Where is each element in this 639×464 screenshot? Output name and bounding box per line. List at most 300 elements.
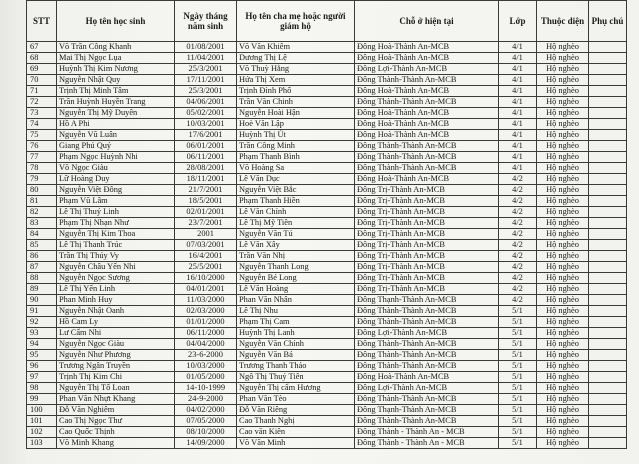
note-cell <box>589 427 627 438</box>
date-of-birth-cell: 14/09/2000 <box>175 438 237 449</box>
note-cell <box>589 163 627 174</box>
parent-name-cell: Phạm Thanh Bình <box>237 152 355 163</box>
parent-name-cell: Lê Thị Mỹ Tiên <box>237 218 355 229</box>
category-cell: Hộ nghèo <box>537 196 589 207</box>
note-cell <box>589 240 627 251</box>
row-stt-cell: 79 <box>27 174 57 185</box>
note-cell <box>589 306 627 317</box>
table-row <box>27 108 627 119</box>
date-of-birth-cell: 01/05/2000 <box>175 372 237 383</box>
note-cell <box>589 339 627 350</box>
date-of-birth-cell: 04/01/2001 <box>175 284 237 295</box>
table-row <box>27 207 627 218</box>
address-cell: Đông Thạnh-Thành An-MCB <box>355 405 499 416</box>
table-row <box>27 251 627 262</box>
address-cell: Đông Trị-Thành An-MCB <box>355 273 499 284</box>
table-row <box>27 372 627 383</box>
row-stt-cell: 101 <box>27 416 57 427</box>
header-category: Thuộc diện <box>537 1 589 42</box>
date-of-birth-cell: 05/02/2001 <box>175 108 237 119</box>
student-name-cell: Nguyễn Như Phương <box>57 350 175 361</box>
class-cell: 5/1 <box>499 405 537 416</box>
row-stt-cell: 68 <box>27 53 57 64</box>
class-cell: 4/2 <box>499 251 537 262</box>
category-cell: Hộ nghèo <box>537 163 589 174</box>
table-row <box>27 317 627 328</box>
table-row <box>27 174 627 185</box>
row-stt-cell: 97 <box>27 372 57 383</box>
parent-name-cell: Lê Thị Nhu <box>237 306 355 317</box>
note-cell <box>589 152 627 163</box>
date-of-birth-cell: 18/5/2001 <box>175 196 237 207</box>
date-of-birth-cell: 23/7/2001 <box>175 218 237 229</box>
address-cell: Đông Thành-Thành An-MCB <box>355 416 499 427</box>
student-name-cell: Võ Ngọc Giàu <box>57 163 175 174</box>
date-of-birth-cell: 17/11/2001 <box>175 75 237 86</box>
category-cell: Hộ nghèo <box>537 427 589 438</box>
date-of-birth-cell: 10/03/2001 <box>175 119 237 130</box>
note-cell <box>589 416 627 427</box>
date-of-birth-cell: 02/03/2000 <box>175 306 237 317</box>
class-cell: 4/1 <box>499 53 537 64</box>
date-of-birth-cell: 24-9-2000 <box>175 394 237 405</box>
class-cell: 5/1 <box>499 383 537 394</box>
parent-name-cell: Nguyễn Thanh Long <box>237 262 355 273</box>
category-cell: Hộ nghèo <box>537 86 589 97</box>
address-cell: Đông Thành-Thành An-MCB <box>355 306 499 317</box>
parent-name-cell: Đỗ Văn Riêng <box>237 405 355 416</box>
note-cell <box>589 405 627 416</box>
category-cell: Hộ nghèo <box>537 64 589 75</box>
parent-name-cell: Nguyễn Hoài Hận <box>237 108 355 119</box>
date-of-birth-cell: 07/05/2000 <box>175 416 237 427</box>
table-row <box>27 240 627 251</box>
class-cell: 4/1 <box>499 152 537 163</box>
category-cell: Hộ nghèo <box>537 251 589 262</box>
student-name-cell: Nguyễn Thị Mỹ Duyên <box>57 108 175 119</box>
parent-name-cell: Huỳnh Thị Lanh <box>237 328 355 339</box>
address-cell: Đông Hoà-Thành An-MCB <box>355 372 499 383</box>
address-cell: Đông Hoà-Thành An-MCB <box>355 119 499 130</box>
row-stt-cell: 86 <box>27 251 57 262</box>
table-row <box>27 86 627 97</box>
header-stt: STT <box>27 1 57 42</box>
header-note: Phụ chú <box>589 1 627 42</box>
category-cell: Hộ nghèo <box>537 295 589 306</box>
student-name-cell: Trương Ngân Truyền <box>57 361 175 372</box>
category-cell: Hộ nghèo <box>537 416 589 427</box>
row-stt-cell: 69 <box>27 64 57 75</box>
row-stt-cell: 78 <box>27 163 57 174</box>
date-of-birth-cell: 04/06/2001 <box>175 97 237 108</box>
address-cell: Đông Trị-Thành An-MCB <box>355 185 499 196</box>
page-margin <box>0 0 26 464</box>
category-cell: Hộ nghèo <box>537 152 589 163</box>
row-stt-cell: 72 <box>27 97 57 108</box>
note-cell <box>589 328 627 339</box>
note-cell <box>589 350 627 361</box>
note-cell <box>589 53 627 64</box>
category-cell: Hộ nghèo <box>537 306 589 317</box>
table-row <box>27 152 627 163</box>
class-cell: 5/1 <box>499 416 537 427</box>
date-of-birth-cell: 25/5/2001 <box>175 262 237 273</box>
category-cell: Hộ nghèo <box>537 174 589 185</box>
class-cell: 5/1 <box>499 306 537 317</box>
student-name-cell: Trần Thị Thúy Vy <box>57 251 175 262</box>
class-cell: 4/1 <box>499 86 537 97</box>
row-stt-cell: 87 <box>27 262 57 273</box>
note-cell <box>589 64 627 75</box>
note-cell <box>589 229 627 240</box>
category-cell: Hộ nghèo <box>537 130 589 141</box>
student-name-cell: Võ Trần Công Khanh <box>57 42 175 53</box>
date-of-birth-cell: 23-6-2000 <box>175 350 237 361</box>
category-cell: Hộ nghèo <box>537 394 589 405</box>
note-cell <box>589 97 627 108</box>
parent-name-cell: Lê Văn Hoàng <box>237 284 355 295</box>
address-cell: Đông Lợi-Thành An-MCB <box>355 64 499 75</box>
note-cell <box>589 438 627 449</box>
class-cell: 4/2 <box>499 185 537 196</box>
header-parent-name: Họ tên cha mẹ hoặc người giám hộ <box>237 1 355 42</box>
table-row <box>27 141 627 152</box>
student-name-cell: Lê Thị Thanh Trúc <box>57 240 175 251</box>
row-stt-cell: 95 <box>27 350 57 361</box>
row-stt-cell: 94 <box>27 339 57 350</box>
parent-name-cell: Nguyễn Bé Long <box>237 273 355 284</box>
table-row <box>27 284 627 295</box>
note-cell <box>589 108 627 119</box>
address-cell: Đông Thạnh-Thành An-MCB <box>355 295 499 306</box>
class-cell: 4/2 <box>499 207 537 218</box>
address-cell: Đông Thành-Thành An-MCB <box>355 163 499 174</box>
student-name-cell: Cao Thị Ngọc Thư <box>57 416 175 427</box>
table-body <box>27 42 627 449</box>
note-cell <box>589 273 627 284</box>
parent-name-cell: Huỳnh Thị Út <box>237 130 355 141</box>
row-stt-cell: 102 <box>27 427 57 438</box>
address-cell: Đông Trị-Thành An-MCB <box>355 196 499 207</box>
parent-name-cell: Võ Văn Minh <box>237 438 355 449</box>
student-name-cell: Mai Thị Ngọc Lụa <box>57 53 175 64</box>
class-cell: 4/1 <box>499 119 537 130</box>
category-cell: Hộ nghèo <box>537 328 589 339</box>
student-name-cell: Huỳnh Thị Kim Nương <box>57 64 175 75</box>
note-cell <box>589 75 627 86</box>
parent-name-cell: Võ Hoàng Sa <box>237 163 355 174</box>
student-name-cell: Phạm Ngọc Huỳnh Nhi <box>57 152 175 163</box>
note-cell <box>589 196 627 207</box>
row-stt-cell: 67 <box>27 42 57 53</box>
category-cell: Hộ nghèo <box>537 317 589 328</box>
student-name-cell: Lư Cẩm Nhi <box>57 328 175 339</box>
class-cell: 5/1 <box>499 438 537 449</box>
address-cell: Đông Hoà-Thành An-MCB <box>355 42 499 53</box>
address-cell: Đông Thành-Thành An-MCB <box>355 317 499 328</box>
date-of-birth-cell: 18/11/2001 <box>175 174 237 185</box>
table-header-row <box>27 1 627 42</box>
row-stt-cell: 80 <box>27 185 57 196</box>
note-cell <box>589 284 627 295</box>
address-cell: Đông Thành-Thành An-MCB <box>355 141 499 152</box>
category-cell: Hộ nghèo <box>537 119 589 130</box>
parent-name-cell: Lê Văn Xây <box>237 240 355 251</box>
class-cell: 5/1 <box>499 427 537 438</box>
row-stt-cell: 84 <box>27 229 57 240</box>
note-cell <box>589 130 627 141</box>
class-cell: 4/2 <box>499 295 537 306</box>
address-cell: Đông Trị-Thành An-MCB <box>355 229 499 240</box>
class-cell: 4/2 <box>499 284 537 295</box>
student-name-cell: Nguyễn Thị Tố Loan <box>57 383 175 394</box>
category-cell: Hộ nghèo <box>537 42 589 53</box>
date-of-birth-cell: 14-10-1999 <box>175 383 237 394</box>
category-cell: Hộ nghèo <box>537 207 589 218</box>
note-cell <box>589 372 627 383</box>
note-cell <box>589 262 627 273</box>
table-row <box>27 218 627 229</box>
table-row <box>27 416 627 427</box>
table-row <box>27 328 627 339</box>
note-cell <box>589 251 627 262</box>
student-name-cell: Võ Minh Khang <box>57 438 175 449</box>
class-cell: 4/1 <box>499 75 537 86</box>
note-cell <box>589 174 627 185</box>
row-stt-cell: 91 <box>27 306 57 317</box>
parent-name-cell: Hoè Văn Lập <box>237 119 355 130</box>
parent-name-cell: Trương Thanh Thảo <box>237 361 355 372</box>
note-cell <box>589 185 627 196</box>
parent-name-cell: Trần Văn Chinh <box>237 97 355 108</box>
note-cell <box>589 394 627 405</box>
table-row <box>27 64 627 75</box>
parent-name-cell: Ngô Thị Thuỷ Tiên <box>237 372 355 383</box>
header-date-of-birth: Ngày tháng năm sinh <box>175 1 237 42</box>
parent-name-cell: Trần Văn Nhị <box>237 251 355 262</box>
address-cell: Đông Thành-Thành An-MCB <box>355 394 499 405</box>
class-cell: 5/1 <box>499 317 537 328</box>
student-name-cell: Phan Minh Huy <box>57 295 175 306</box>
note-cell <box>589 86 627 97</box>
row-stt-cell: 77 <box>27 152 57 163</box>
table-row <box>27 97 627 108</box>
student-name-cell: Hồ A Phi <box>57 119 175 130</box>
parent-name-cell: Nguyễn Thị cẩm Hương <box>237 383 355 394</box>
date-of-birth-cell: 06/01/2001 <box>175 141 237 152</box>
class-cell: 5/1 <box>499 361 537 372</box>
table-row <box>27 185 627 196</box>
note-cell <box>589 42 627 53</box>
student-name-cell: Nguyễn Ngọc Giàu <box>57 339 175 350</box>
row-stt-cell: 89 <box>27 284 57 295</box>
date-of-birth-cell: 01/01/2000 <box>175 317 237 328</box>
address-cell: Đông Thành-Thành An-MCB <box>355 97 499 108</box>
student-name-cell: Phan Văn Nhựt Khang <box>57 394 175 405</box>
address-cell: Đông Thành-Thành An-MCB <box>355 75 499 86</box>
category-cell: Hộ nghèo <box>537 75 589 86</box>
table-row <box>27 394 627 405</box>
student-name-cell: Hồ Cam Ly <box>57 317 175 328</box>
date-of-birth-cell: 11/04/2001 <box>175 53 237 64</box>
table-row <box>27 339 627 350</box>
class-cell: 4/2 <box>499 196 537 207</box>
table-row <box>27 427 627 438</box>
row-stt-cell: 96 <box>27 361 57 372</box>
class-cell: 4/2 <box>499 218 537 229</box>
parent-name-cell: Phạm Thị Cam <box>237 317 355 328</box>
parent-name-cell: Nguyễn Văn Bá <box>237 350 355 361</box>
parent-name-cell: Nguyễn Văn Tú <box>237 229 355 240</box>
class-cell: 5/1 <box>499 372 537 383</box>
student-name-cell: Lê Thị Thuý Linh <box>57 207 175 218</box>
table-row <box>27 42 627 53</box>
date-of-birth-cell: 06/11/2000 <box>175 328 237 339</box>
student-name-cell: Trần Huỳnh Huyền Trang <box>57 97 175 108</box>
table-row <box>27 361 627 372</box>
date-of-birth-cell: 16/10/2000 <box>175 273 237 284</box>
category-cell: Hộ nghèo <box>537 262 589 273</box>
category-cell: Hộ nghèo <box>537 350 589 361</box>
student-name-cell: Lữ Hoàng Duy <box>57 174 175 185</box>
student-name-cell: Lê Thị Yến Linh <box>57 284 175 295</box>
table-row <box>27 262 627 273</box>
address-cell: Đông Lợi-Thành An-MCB <box>355 328 499 339</box>
row-stt-cell: 73 <box>27 108 57 119</box>
date-of-birth-cell: 16/4/2001 <box>175 251 237 262</box>
note-cell <box>589 119 627 130</box>
table-row <box>27 273 627 284</box>
table-row <box>27 119 627 130</box>
category-cell: Hộ nghèo <box>537 185 589 196</box>
date-of-birth-cell: 07/03/2001 <box>175 240 237 251</box>
table-row <box>27 130 627 141</box>
address-cell: Đông Hoà-Thành An-MCB <box>355 108 499 119</box>
row-stt-cell: 82 <box>27 207 57 218</box>
category-cell: Hộ nghèo <box>537 339 589 350</box>
table-row <box>27 350 627 361</box>
parent-name-cell: Trịnh Đình Phố <box>237 86 355 97</box>
category-cell: Hộ nghèo <box>537 240 589 251</box>
address-cell: Đông Lợi-Thành An-MCB <box>355 383 499 394</box>
parent-name-cell: Võ Thuỳ Hằng <box>237 64 355 75</box>
category-cell: Hộ nghèo <box>537 438 589 449</box>
row-stt-cell: 92 <box>27 317 57 328</box>
table-row <box>27 196 627 207</box>
class-cell: 5/1 <box>499 394 537 405</box>
row-stt-cell: 71 <box>27 86 57 97</box>
parent-name-cell: Dương Thị Lệ <box>237 53 355 64</box>
row-stt-cell: 74 <box>27 119 57 130</box>
row-stt-cell: 93 <box>27 328 57 339</box>
student-name-cell: Đỗ Văn Nghiêm <box>57 405 175 416</box>
row-stt-cell: 75 <box>27 130 57 141</box>
class-cell: 4/1 <box>499 163 537 174</box>
date-of-birth-cell: 08/10/2000 <box>175 427 237 438</box>
parent-name-cell: Phan Văn Nhân <box>237 295 355 306</box>
row-stt-cell: 103 <box>27 438 57 449</box>
row-stt-cell: 88 <box>27 273 57 284</box>
parent-name-cell: Cao Thanh Nghị <box>237 416 355 427</box>
note-cell <box>589 141 627 152</box>
date-of-birth-cell: 06/11/2001 <box>175 152 237 163</box>
date-of-birth-cell: 25/3/2001 <box>175 86 237 97</box>
address-cell: Đông Hoà-Thành An-MCB <box>355 86 499 97</box>
parent-name-cell: Nguyễn Văn Chính <box>237 339 355 350</box>
category-cell: Hộ nghèo <box>537 284 589 295</box>
student-name-cell: Phạm Thị Nhạn Như <box>57 218 175 229</box>
row-stt-cell: 100 <box>27 405 57 416</box>
parent-name-cell: Cao văn Kiên <box>237 427 355 438</box>
date-of-birth-cell: 02/01/2001 <box>175 207 237 218</box>
category-cell: Hộ nghèo <box>537 218 589 229</box>
table-row <box>27 163 627 174</box>
class-cell: 4/1 <box>499 97 537 108</box>
date-of-birth-cell: 17/6/2001 <box>175 130 237 141</box>
student-name-cell: Nguyễn Việt Đông <box>57 185 175 196</box>
student-name-cell: Cao Quốc Thịnh <box>57 427 175 438</box>
class-cell: 5/1 <box>499 350 537 361</box>
class-cell: 4/1 <box>499 141 537 152</box>
student-name-cell: Phạm Vũ Lâm <box>57 196 175 207</box>
address-cell: Đông Trị-Thành An-MCB <box>355 240 499 251</box>
date-of-birth-cell: 28/08/2001 <box>175 163 237 174</box>
category-cell: Hộ nghèo <box>537 53 589 64</box>
date-of-birth-cell: 04/04/2000 <box>175 339 237 350</box>
table-row <box>27 383 627 394</box>
note-cell <box>589 207 627 218</box>
parent-name-cell: Lê Văn Chính <box>237 207 355 218</box>
class-cell: 4/2 <box>499 273 537 284</box>
table-row <box>27 53 627 64</box>
parent-name-cell: Trần Công Minh <box>237 141 355 152</box>
date-of-birth-cell: 11/03/2000 <box>175 295 237 306</box>
table-row <box>27 75 627 86</box>
note-cell <box>589 317 627 328</box>
address-cell: Đông Trị-Thành An-MCB <box>355 207 499 218</box>
address-cell: Đông Thành-Thành An-MCB <box>355 361 499 372</box>
poor-household-student-table <box>26 0 627 449</box>
date-of-birth-cell: 25/3/2001 <box>175 64 237 75</box>
category-cell: Hộ nghèo <box>537 383 589 394</box>
row-stt-cell: 81 <box>27 196 57 207</box>
address-cell: Đông Thành - Thành An - MCB <box>355 438 499 449</box>
row-stt-cell: 83 <box>27 218 57 229</box>
class-cell: 4/1 <box>499 64 537 75</box>
category-cell: Hộ nghèo <box>537 361 589 372</box>
parent-name-cell: Phạm Thanh Hiền <box>237 196 355 207</box>
date-of-birth-cell: 01/08/2001 <box>175 42 237 53</box>
address-cell: Đông Thành-Thành An-MCB <box>355 152 499 163</box>
student-name-cell: Nguyễn Thị Kim Thoa <box>57 229 175 240</box>
header-class: Lớp <box>499 1 537 42</box>
student-name-cell: Nguyễn Nhật Oanh <box>57 306 175 317</box>
row-stt-cell: 99 <box>27 394 57 405</box>
parent-name-cell: Hứa Thị Xem <box>237 75 355 86</box>
category-cell: Hộ nghèo <box>537 372 589 383</box>
date-of-birth-cell: 2001 <box>175 229 237 240</box>
class-cell: 5/1 <box>499 339 537 350</box>
parent-name-cell: Lê Văn Dục <box>237 174 355 185</box>
student-name-cell: Nguyễn Vũ Luân <box>57 130 175 141</box>
address-cell: Đông Thành-Thành An-MCB <box>355 350 499 361</box>
header-address: Chỗ ở hiện tại <box>355 1 499 42</box>
note-cell <box>589 361 627 372</box>
row-stt-cell: 70 <box>27 75 57 86</box>
table-row <box>27 295 627 306</box>
row-stt-cell: 90 <box>27 295 57 306</box>
class-cell: 4/1 <box>499 42 537 53</box>
